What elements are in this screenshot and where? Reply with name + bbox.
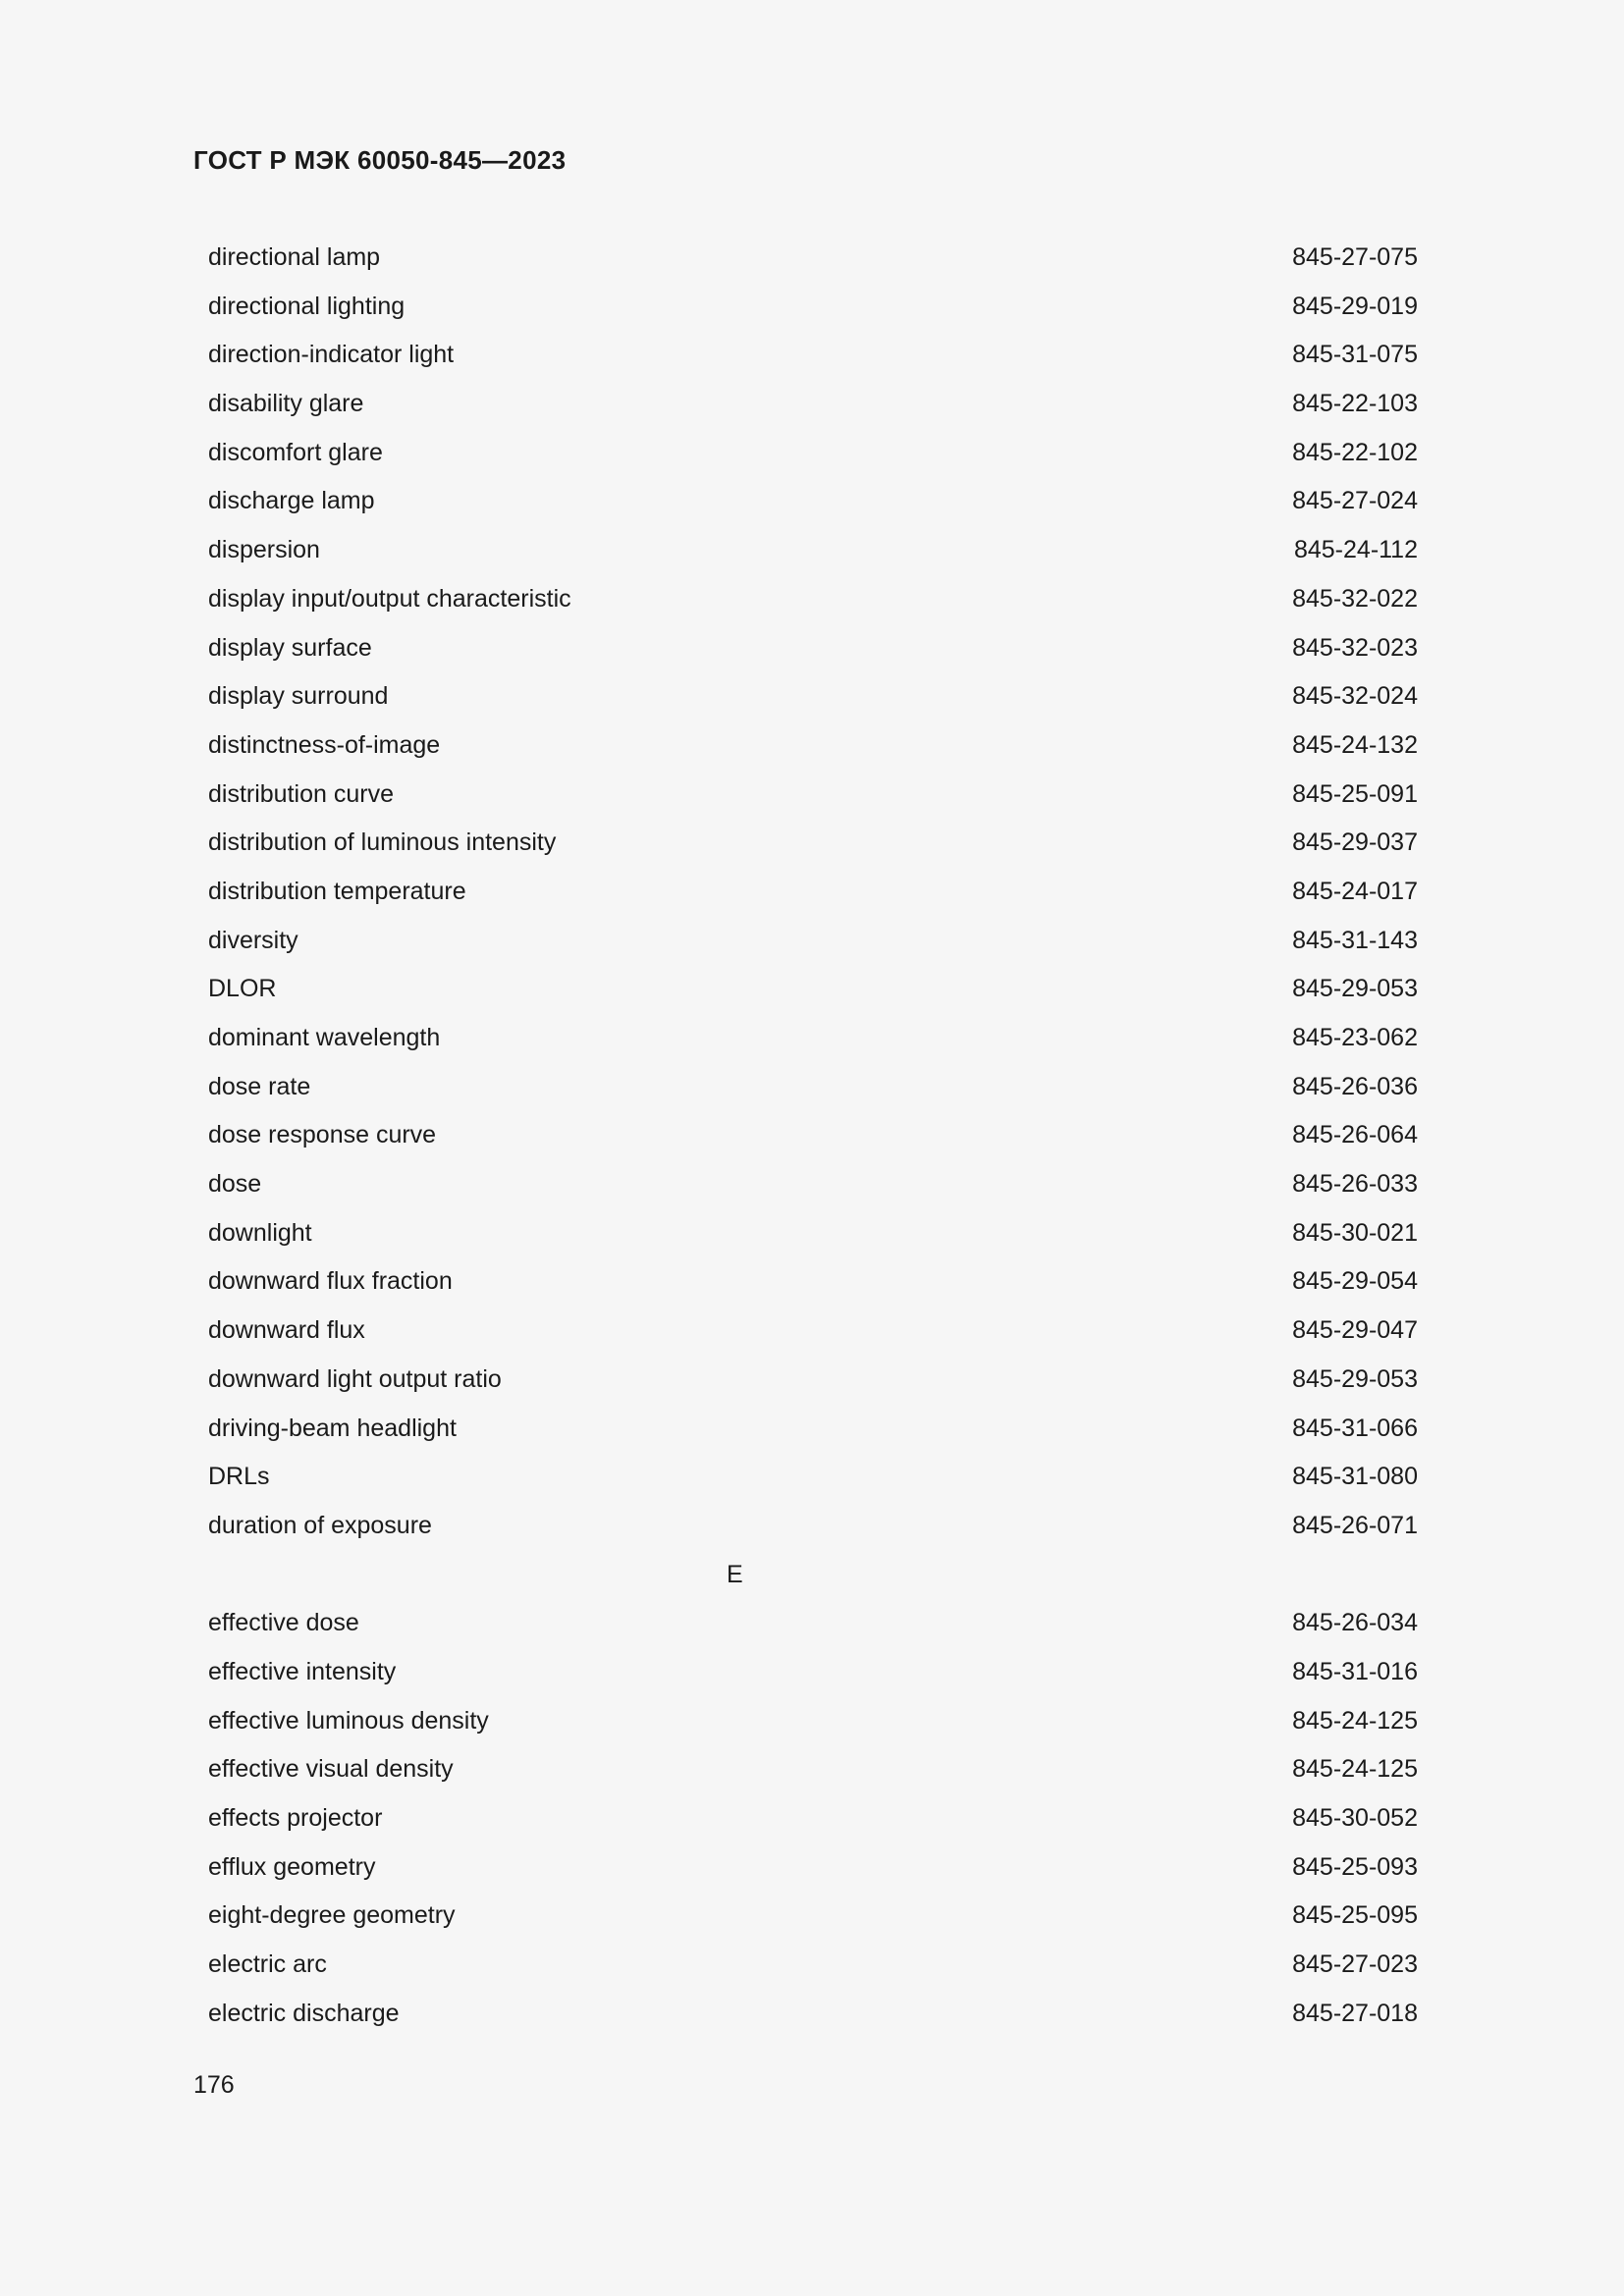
section-letter-heading — [208, 1551, 1418, 1600]
term-index — [208, 234, 1418, 2038]
index-entry — [208, 1160, 1418, 1209]
index-code: 845-26-071 — [1292, 1511, 1418, 1539]
index-term: duration of exposure — [208, 1511, 432, 1539]
index-entry — [208, 721, 1418, 771]
index-term: effective dose — [208, 1609, 359, 1637]
index-term: electric discharge — [208, 1999, 400, 2027]
page-number: 176 — [193, 2071, 235, 2099]
index-term: dose response curve — [208, 1121, 437, 1149]
index-term: discomfort glare — [208, 438, 383, 466]
index-term: effects projector — [208, 1804, 383, 1832]
index-entry — [208, 1648, 1418, 1697]
index-entry — [208, 1453, 1418, 1502]
index-entry — [208, 917, 1418, 966]
index-code: 845-24-125 — [1292, 1706, 1418, 1735]
index-code: 845-29-019 — [1292, 292, 1418, 320]
index-code: 845-31-066 — [1292, 1414, 1418, 1442]
index-term: distribution curve — [208, 779, 394, 808]
index-term: effective luminous density — [208, 1706, 489, 1735]
index-term: discharge lamp — [208, 487, 375, 515]
index-term: display surface — [208, 633, 372, 662]
index-code: 845-26-033 — [1292, 1170, 1418, 1199]
index-entry — [208, 1111, 1418, 1160]
index-entry — [208, 1257, 1418, 1307]
index-code: 845-22-103 — [1292, 390, 1418, 418]
index-term: efflux geometry — [208, 1852, 376, 1881]
index-term: effective visual density — [208, 1755, 454, 1784]
index-term: directional lighting — [208, 292, 406, 320]
index-entry — [208, 1745, 1418, 1794]
index-code: 845-29-053 — [1292, 975, 1418, 1003]
index-term: eight-degree geometry — [208, 1901, 456, 1930]
index-code: 845-24-017 — [1292, 877, 1418, 905]
index-entry — [208, 477, 1418, 526]
index-code: 845-29-037 — [1292, 828, 1418, 857]
index-code: 845-29-054 — [1292, 1267, 1418, 1296]
index-term: dose — [208, 1170, 262, 1199]
index-term: distinctness-of-image — [208, 730, 441, 759]
index-code: 845-25-095 — [1292, 1901, 1418, 1930]
index-entry — [208, 965, 1418, 1014]
index-code: 845-31-075 — [1292, 341, 1418, 369]
index-code: 845-32-024 — [1292, 682, 1418, 711]
index-code: 845-26-036 — [1292, 1072, 1418, 1100]
index-entry — [208, 575, 1418, 624]
index-term: dominant wavelength — [208, 1024, 441, 1051]
index-code: 845-23-062 — [1292, 1024, 1418, 1051]
index-code: 845-27-024 — [1292, 487, 1418, 515]
index-term: directional lamp — [208, 243, 381, 271]
index-entry — [208, 1843, 1418, 1893]
index-term: downlight — [208, 1218, 312, 1247]
index-term: DLOR — [208, 975, 277, 1003]
index-code: 845-32-022 — [1292, 584, 1418, 613]
index-entry — [208, 1014, 1418, 1063]
index-entry — [208, 234, 1418, 283]
index-term: display surround — [208, 682, 389, 711]
index-entry — [208, 1356, 1418, 1405]
index-entry — [208, 331, 1418, 380]
index-code: 845-27-018 — [1292, 1999, 1418, 2027]
index-code: 845-24-132 — [1292, 730, 1418, 759]
index-entry — [208, 819, 1418, 868]
index-entry — [208, 1990, 1418, 2039]
index-entry — [208, 1307, 1418, 1356]
index-entry — [208, 526, 1418, 575]
index-term: distribution of luminous intensity — [208, 828, 557, 857]
index-entry — [208, 868, 1418, 917]
index-code: 845-31-016 — [1292, 1657, 1418, 1685]
index-term: display input/output characteristic — [208, 584, 571, 613]
index-term: direction-indicator light — [208, 341, 455, 369]
index-entry — [208, 429, 1418, 478]
index-entry — [208, 1063, 1418, 1112]
index-entry — [208, 1209, 1418, 1258]
index-term: diversity — [208, 926, 298, 954]
index-code: 845-30-052 — [1292, 1804, 1418, 1832]
index-term: driving-beam headlight — [208, 1414, 457, 1442]
index-entry — [208, 771, 1418, 820]
index-term: downward flux — [208, 1316, 365, 1345]
index-code: 845-29-047 — [1292, 1316, 1418, 1345]
index-code: 845-32-023 — [1292, 633, 1418, 662]
index-code: 845-25-091 — [1292, 779, 1418, 808]
index-entry — [208, 1697, 1418, 1746]
index-entry — [208, 1502, 1418, 1551]
index-entry — [208, 1599, 1418, 1648]
index-term: dose rate — [208, 1072, 311, 1100]
index-entry — [208, 283, 1418, 332]
index-term: distribution temperature — [208, 877, 466, 905]
index-code: 845-31-080 — [1292, 1463, 1418, 1491]
index-term: dispersion — [208, 536, 320, 564]
index-term: electric arc — [208, 1950, 327, 1979]
index-code: 845-26-064 — [1292, 1121, 1418, 1149]
index-entry — [208, 1794, 1418, 1843]
index-entry — [208, 672, 1418, 721]
index-term: DRLs — [208, 1463, 270, 1491]
index-code: 845-31-143 — [1292, 926, 1418, 954]
index-entry — [208, 380, 1418, 429]
document-header: ГОСТ Р МЭК 60050-845—2023 — [193, 145, 567, 175]
index-code: 845-26-034 — [1292, 1609, 1418, 1637]
index-entry — [208, 1405, 1418, 1454]
index-term: downward light output ratio — [208, 1364, 502, 1393]
index-term: downward flux fraction — [208, 1267, 453, 1296]
index-code: 845-30-021 — [1292, 1218, 1418, 1247]
index-code: 845-29-053 — [1292, 1364, 1418, 1393]
index-entry — [208, 624, 1418, 673]
index-entry — [208, 1892, 1418, 1941]
index-code: 845-24-112 — [1293, 536, 1418, 564]
index-term: effective intensity — [208, 1657, 397, 1685]
index-code: 845-24-125 — [1292, 1755, 1418, 1784]
index-entry — [208, 1941, 1418, 1990]
section-letter: E — [727, 1560, 743, 1588]
index-term: disability glare — [208, 390, 364, 418]
index-code: 845-25-093 — [1292, 1852, 1418, 1881]
index-code: 845-22-102 — [1292, 438, 1418, 466]
index-code: 845-27-075 — [1292, 243, 1418, 271]
index-code: 845-27-023 — [1292, 1950, 1418, 1979]
